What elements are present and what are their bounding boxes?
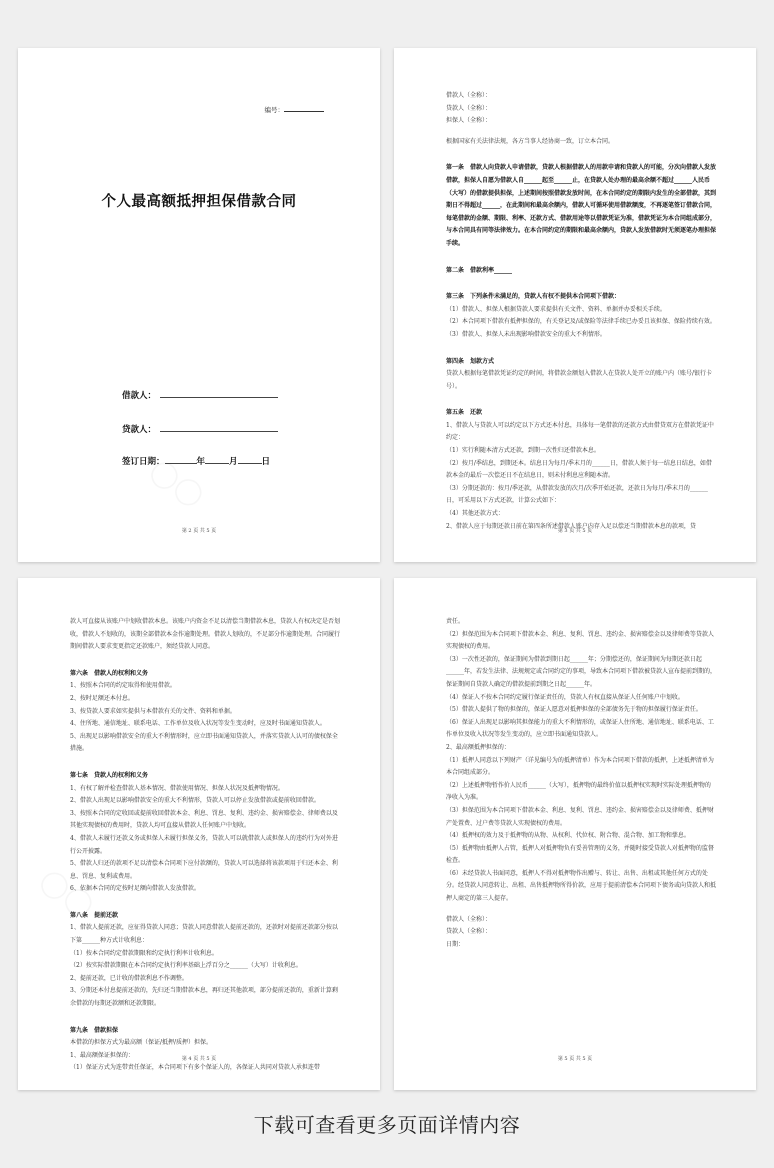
spacer: [446, 277, 716, 285]
body-line: 2、按时足额还本付息。: [70, 694, 134, 702]
body-line: （6）保证人出现足以影响其担保能力的重大不利情形的，或保证人住所地、通信地址、联系电话、工作单位及收入状况等发生变动的，应立即书面通知贷款人。: [446, 718, 714, 739]
page-footer: 第 3 页 共 5 页: [557, 528, 593, 534]
lender-signature: 贷款人：: [122, 422, 278, 435]
body-line: 3、按贷款人要求如实提供与本借款有关的文件、资料和单据。: [70, 707, 236, 715]
section-heading: 第三条 下列条件未满足的，贷款人有权不提供本合同项下借款：: [446, 293, 621, 301]
section-heading: 第八条 提前还款: [70, 911, 119, 919]
spacer: [70, 654, 340, 662]
section-heading: 第五条 还款: [446, 409, 483, 417]
spacer: [70, 1011, 340, 1019]
body-line: （4）其他还款方式：: [446, 510, 504, 518]
body-line: （4）抵押权的效力及于抵押物的从物、从权利、代位权、附合物、混合物、加工物和孳息。: [446, 832, 690, 840]
body-line: （1）保证方式为连带责任保证，本合同项下有多个保证人的，各保证人共同对贷款人承担连带: [70, 1064, 320, 1072]
body-line: （3）分期还款的：按月/季还款，从借款发放的次月/次季开始还款，还款日为每月/季末月的______日，可采用以下方式还款，计算公式如下：: [446, 484, 708, 505]
page-2-cover: [18, 48, 380, 562]
body-line: （4）保证人不按本合同约定履行保证责任的，贷款人有权直接从保证人任何账户中划收。: [446, 693, 684, 701]
contract-title: 个人最高额抵押担保借款合同: [101, 194, 297, 210]
spacer: [446, 148, 716, 156]
body-line: （2）上述抵押物暂作价人民币______（大写），抵押物的最终价值以抵押权实现时实际处理抵押物的净收入为准。: [446, 781, 711, 802]
section-heading: 第七条 贷款人的权利和义务: [70, 771, 149, 779]
body-line: （5）抵押物由抵押人占管，抵押人对抵押物负有妥善管理的义务，并随时接受贷款人对抵押物的监督检查。: [446, 844, 714, 865]
body-line: 借款人（全称）：: [446, 915, 492, 923]
body-line: （1）实行利随本清方式还款，到期一次性归还借款本息。: [446, 447, 600, 455]
borrower-signature: 借款人：: [122, 388, 278, 401]
body-line: （1）抵押人同意以下列财产（详见编号为的抵押清单）作为本合同项下借款的抵押，上述抵押清单为本合同组成部分。: [446, 756, 714, 777]
body-line: 担保人（全称）：: [446, 117, 492, 125]
body-line: 4、住所地、通信地址、联系电话、工作单位及收入状况等发生变动时，应及时书面通知贷款人。: [70, 720, 326, 728]
page-footer: 第 5 页 共 5 页: [557, 1056, 593, 1062]
body-line: 款人可直接从该账户中划收借款本息。该账户内资金不足以清偿当期借款本息，贷款人有权决定是否划收，借款人不划收的，该期全部借款本金作逾期处理。借款人划收的，不足部分作逾期处理。合同履行期间借款人要求变更指定还款账户，须经贷款人同意。: [70, 618, 341, 651]
body-line: （3）担保范围为本合同项下借款本金、利息、复利、罚息、违约金、损害赔偿金以及律师费、抵押财产处置费、过户费等贷款人实现债权的费用。: [446, 806, 714, 827]
body-line: （1）借款人、担保人根据贷款人要求提供有关文件、资料、单据并办妥相关手续。: [446, 305, 666, 313]
spacer: [70, 896, 340, 904]
section-heading: 第二条 借款利率______: [446, 266, 513, 274]
body-line: 1、有权了解并检查借款人基本情况、借款使用情况、担保人状况及抵押物情况。: [70, 784, 284, 792]
spacer: [446, 342, 716, 350]
body-line: （5）借款人提供了物的担保的，保证人愿意对抵押担保的全部债务先于物的担保履行保证责任。: [446, 706, 702, 714]
body-line: 2、借款人出现足以影响借款安全的重大不利情形，贷款人可以停止发放借款或提前收回借款。: [70, 797, 320, 805]
body-line: （2）本合同项下借款有抵押担保的，有关登记及/或保险等法律手续已办妥且该担保、保险持续有效。: [446, 318, 716, 326]
spacer: [446, 393, 716, 401]
section-heading: 第九条 借款担保: [70, 1026, 119, 1034]
page-footer: 第 4 页 共 5 页: [181, 1056, 217, 1062]
page-body: [70, 616, 340, 1075]
body-line: （1）按本合同约定借款期限和约定执行利率计收利息。: [70, 949, 218, 957]
body-line: 贷款人根据每笔借款凭证约定的时间，将借款金额划入借款人在贷款人处开立的账户内（账号/银行卡号）。: [446, 370, 713, 390]
section-heading: 第六条 借款人的权利和义务: [70, 669, 149, 677]
body-line: （6）未经贷款人书面同意，抵押人不得对抵押物作出赠与、转让、出售、出租或其他任何方式的处分。经贷款人同意转让、出租、出售抵押物所得价款，应用于提前清偿本合同项下债务或向贷款人和抵押人商定的第三人提存。: [446, 869, 717, 903]
body-line: （2）担保范围为本合同项下借款本金、利息、复利、罚息、违约金、损害赔偿金以及律师费等贷款人实现债权的费用。: [446, 630, 714, 651]
body-line: 2、借款人应于每期还款日前在第四条所述借款人账户内存入足以偿还当期借款本息的款项，贷: [446, 522, 696, 530]
body-line: 5、借款人归还的款项不足以清偿本合同项下应付款额的，贷款人可以选择将该款项用于归还本金、利息、罚息、复利或费用。: [70, 860, 338, 880]
body-line: （2）按实际借款期限在本合同约定执行利率基础上浮百分之______（大写）计收利息。: [70, 962, 302, 970]
page-3: [394, 48, 756, 562]
spacer: [446, 906, 716, 914]
page-body: [446, 616, 716, 951]
spacer: [446, 251, 716, 259]
sign-date: 签订日期： 年 月 日: [122, 454, 270, 467]
page-footer: 第 2 页 共 5 页: [181, 528, 217, 534]
body-line: 5、出现足以影响借款安全的重大不利情形时，应立即书面通知贷款人，并落实贷款人认可的债权保全措施。: [70, 732, 338, 753]
body-line: 贷款人（全称）：: [446, 104, 492, 112]
body-line: 2、提前还款，已计收的借款利息不作调整。: [70, 974, 188, 982]
section-heading: 第四条 划款方式: [446, 357, 495, 365]
body-line: 根据国家有关法律法规，各方当事人经协商一致，订立本合同。: [446, 137, 615, 145]
body-line: 1、按照本合同的约定取得和使用借款。: [70, 682, 176, 690]
page-5: [394, 578, 756, 1090]
body-line: 1、借款人与贷款人可以约定以下方式还本付息，具体每一笔借款的还款方式由借贷双方在借款凭证中约定：: [446, 421, 714, 442]
section-heading: 第一条 借款人向贷款人申请借款，贷款人根据借款人的用款申请和贷款人的可能，分次向借款人发放借款，担保人自愿为借款人自______起至______止，在贷款人处办理的最高余额不超过______人民币（大写）的借款提供担保，上述期间按照借款发放时间，在本合同约定的期限内发生的全部借款，其到期日不得超过______，在此期间和最高余额内，借款人可循环使用借款额度，不再逐笔签订借款合同，每笔借款的金额、期限、利率、还款方式、借款用途等以借款凭证为准，借款凭证为本合同组成部分，与本合同具有同等法律效力。在本合同约定的期限和最高余额内，贷款人发放借款时无须逐笔办理担保手续。: [446, 164, 717, 247]
body-line: （3）借款人、担保人未出现影响借款安全的重大不利情形。: [446, 330, 606, 338]
body-line: （2）按月/季结息，到期还本。结息日为每月/季末月的______日，借款人须于每一结息日结息，如借款本金的最后一次偿还日不在结息日，则未付利息应利随本清。: [446, 459, 712, 480]
contract-number: 编号：: [265, 104, 325, 114]
page-4: [18, 578, 380, 1090]
body-line: 3、分期还本付息提前还款的，先归还当期借款本息，再归还其他款项，部分提前还款的，重新计算剩余借款的每期还款额和还款期限。: [70, 987, 338, 1008]
body-line: 日期：: [446, 940, 465, 948]
page-body: [446, 90, 716, 533]
body-line: 4、借款人未履行还款义务或担保人未履行担保义务，贷款人可以就借款人或担保人的违约行为对外进行公开披露。: [70, 834, 338, 855]
body-line: 责任。: [446, 618, 465, 625]
body-line: 1、借款人提前还款，应征得贷款人同意；贷款人同意借款人提前还款的，还款时对提前还款部分按以下第______种方式计收利息：: [70, 924, 338, 945]
body-line: 贷款人（全称）：: [446, 928, 492, 936]
body-line: 借款人（全称）：: [446, 92, 492, 99]
body-line: 本借款的担保方式为最高额（保证/抵押/质押）担保。: [70, 1039, 213, 1047]
download-caption: 下载可查看更多页面详情内容: [253, 1113, 521, 1137]
body-line: 6、依据本合同的定按时足额向借款人发放借款。: [70, 885, 200, 893]
body-line: 3、按照本合同的定收回或提前收回借款本金、利息、罚息、复利、违约金、损害赔偿金、律师费以及其他实现债权的费用时，贷款人均可直接从借款人任何账户中划收。: [70, 809, 338, 830]
body-line: （3）一次性还款的，保证期间为借款到期日起______年；分期偿还的，保证期间为每期还款日起______年，若发生法律、法规规定或合同约定的事项，导致本合同项下借款被贷款人宣布提前到期的，保证期间自贷款人确定的借款提前到期之日起______年。: [446, 655, 717, 688]
spacer: [70, 756, 340, 764]
body-line: 2、最高额抵押担保的：: [446, 743, 510, 751]
spacer: [446, 128, 716, 136]
body-line: 1、最高额保证担保的：: [70, 1051, 134, 1059]
